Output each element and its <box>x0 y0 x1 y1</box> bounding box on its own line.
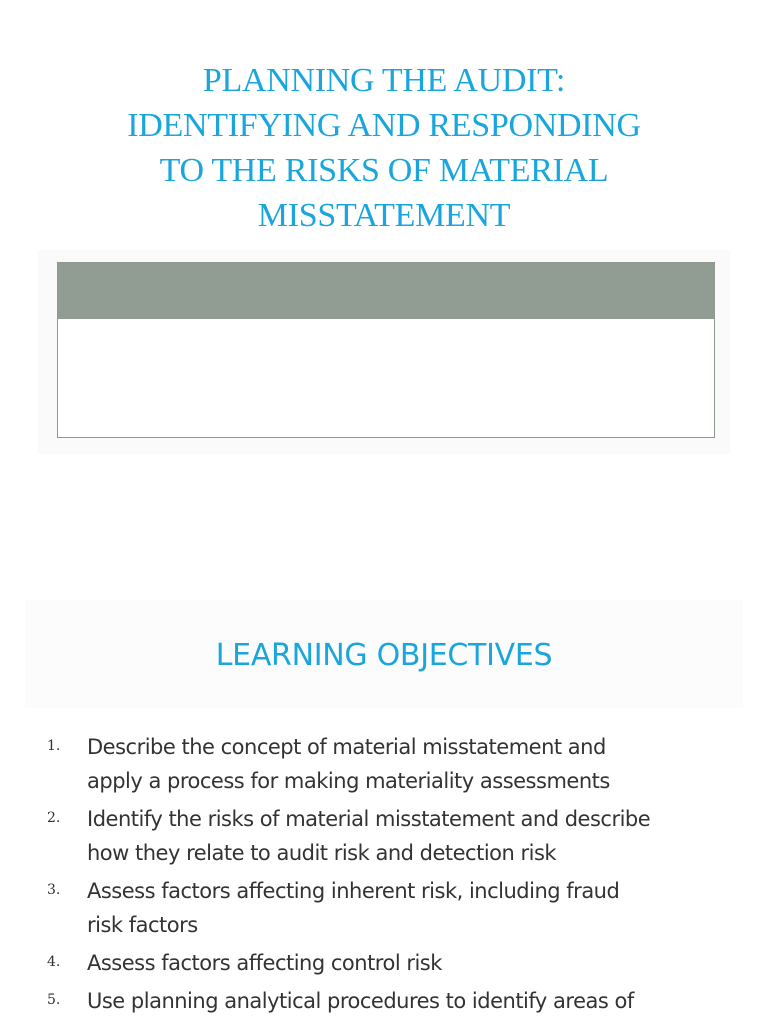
info-box-header <box>58 263 714 319</box>
title-line: MISSTATEMENT <box>257 197 511 234</box>
info-box <box>57 262 715 438</box>
objective-item <box>47 802 737 870</box>
objective-number: 4. <box>47 954 61 970</box>
title-line: IDENTIFYING AND RESPONDING <box>127 107 641 144</box>
objective-text-line: Assess factors affecting control risk <box>87 951 442 975</box>
objective-text-line: risk factors <box>87 913 198 937</box>
objective-number: 3. <box>47 882 61 898</box>
objective-item <box>47 730 737 798</box>
objective-text-line: Use planning analytical procedures to identify areas of <box>87 989 634 1013</box>
objective-item <box>47 984 737 1018</box>
title-line: PLANNING THE AUDIT: <box>202 62 566 99</box>
objective-text-line: how they relate to audit risk and detection risk <box>87 841 557 865</box>
objective-text-line: apply a process for making materiality assessments <box>87 769 610 793</box>
objective-number: 2. <box>47 810 61 826</box>
objectives-list <box>47 730 737 1022</box>
objective-item <box>47 874 737 942</box>
objective-item <box>47 946 737 980</box>
objective-number: 1. <box>47 738 61 754</box>
objective-number: 5. <box>47 992 61 1008</box>
objective-text-line: Describe the concept of material misstatement and <box>87 735 606 759</box>
section-title: LEARNING OBJECTIVES <box>215 638 553 673</box>
slide-title <box>60 58 708 238</box>
title-line: TO THE RISKS OF MATERIAL <box>159 152 609 189</box>
objective-text-line: Identify the risks of material misstatement and describe <box>87 807 651 831</box>
objective-text-line: Assess factors affecting inherent risk, including fraud <box>87 879 620 903</box>
